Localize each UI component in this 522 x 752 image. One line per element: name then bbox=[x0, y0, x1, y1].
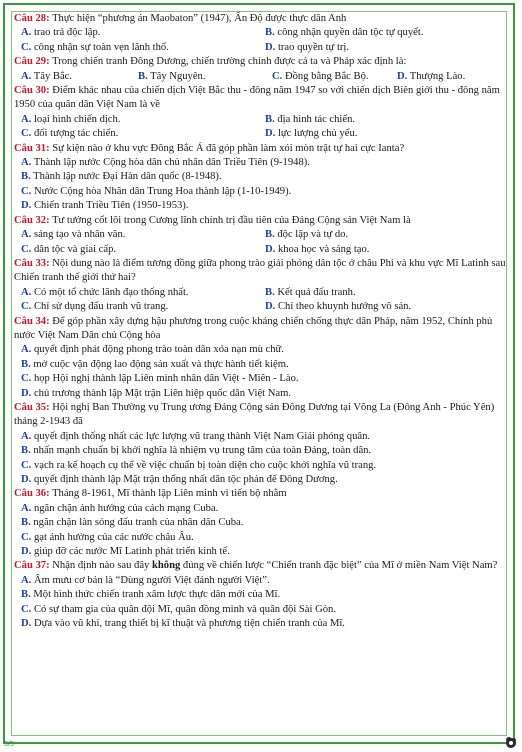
option-b: B. Tây Nguyên. bbox=[138, 70, 206, 82]
question-text: Nhận định nào sau đây bbox=[49, 560, 152, 572]
option-b: B. mở cuộc vận động lao động sản xuất và thực hành tiết kiệm. bbox=[21, 358, 289, 370]
option-b: B. độc lập và tự do. bbox=[265, 229, 349, 241]
question-text: Thực hiện “phương án Maobaton” (1947), Ấn Độ được thực dân Anh bbox=[49, 13, 347, 24]
question-text: Tháng 8-1961, Mĩ thành lập Liên minh vì tiến bộ nhằm bbox=[49, 488, 287, 500]
question-28 bbox=[14, 12, 508, 55]
question-31 bbox=[14, 142, 508, 214]
question-sheet bbox=[14, 12, 508, 631]
option-d: D. lực lượng chủ yếu. bbox=[265, 128, 358, 140]
option-d: D. Chiến tranh Triều Tiên (1950-1953). bbox=[21, 200, 189, 212]
option-b: B. Một hình thức chiến tranh xâm lược thực dân mới của Mĩ. bbox=[21, 589, 281, 601]
option-a: A. Thành lập nước Cộng hòa dân chủ nhân dân Triều Tiên (9-1948). bbox=[21, 157, 310, 169]
cloud-logo-icon-svg bbox=[504, 735, 518, 749]
question-number: Câu 36: bbox=[14, 488, 50, 500]
question-35 bbox=[14, 401, 508, 487]
option-c: C. Chỉ sử dụng đấu tranh vũ trang. bbox=[21, 301, 169, 313]
question-text: Nội dung nào là điểm tương đồng giữa phong trào giải phóng dân tộc ở châu Phi và khu vực Mĩ Latinh sau Chiến tranh thế giới thứ hai? bbox=[14, 257, 506, 284]
option-c: C. Đồng bằng Bắc Bộ. bbox=[272, 70, 369, 82]
option-a: A. Âm mưu cơ bản là “Dùng người Việt đánh người Việt”. bbox=[21, 574, 270, 586]
option-d: D. khoa học và sáng tạo. bbox=[265, 243, 370, 255]
option-c: C. Nước Cộng hòa Nhân dân Trung Hoa thành lập (1-10-1949). bbox=[21, 185, 292, 197]
option-a: A. Tây Bắc. bbox=[21, 70, 73, 82]
question-text: Trong chiến tranh Đông Dương, chiến trường chính được cả ta và Pháp xác định là: bbox=[49, 56, 407, 68]
question-32 bbox=[14, 214, 508, 257]
question-text-continued: đúng về chiến lược “Chiến tranh đặc biệt” của Mĩ ở miền Nam Việt Nam? bbox=[180, 560, 498, 572]
option-b: B. công nhận quyền dân tộc tự quyết. bbox=[265, 27, 424, 39]
question-29 bbox=[14, 55, 508, 84]
question-number: Câu 30: bbox=[14, 85, 50, 97]
option-a: A. quyết định phát động phong trào toàn dân xóa nạn mù chữ. bbox=[21, 344, 284, 356]
question-number: Câu 28: bbox=[14, 13, 50, 24]
question-number: Câu 34: bbox=[14, 315, 50, 327]
page-mark: 3/5 bbox=[4, 741, 14, 748]
option-d: D. Dựa vào vũ khí, trang thiết bị kĩ thuật và phương tiện chiến tranh của Mĩ. bbox=[21, 618, 345, 630]
question-text: Hội nghị Ban Thường vụ Trung ương Đảng Cộng sản Đông Dương tại Võng La (Đông Anh - Phúc Yên) tháng 2-1943 đã bbox=[14, 401, 495, 428]
question-30 bbox=[14, 84, 508, 142]
option-b: B. Kết quả đấu tranh. bbox=[265, 286, 356, 298]
question-number: Câu 37: bbox=[14, 560, 50, 572]
question-text: Tư tưởng cốt lõi trong Cương lĩnh chính trị đầu tiên của Đảng Cộng sản Việt Nam là bbox=[49, 214, 411, 226]
option-b: B. ngăn chặn làn sóng đấu tranh của nhân dân Cuba. bbox=[21, 517, 244, 529]
option-d: D. chủ trương thành lập Mặt trận Liên hiệp quốc dân Việt Nam. bbox=[21, 387, 292, 399]
option-a: A. trao trả độc lập. bbox=[21, 27, 101, 39]
question-emphasis: không bbox=[152, 560, 181, 572]
option-a: A. Có một tổ chức lãnh đạo thống nhất. bbox=[21, 286, 189, 298]
question-number: Câu 33: bbox=[14, 257, 50, 269]
option-b: B. Thành lập nước Đại Hàn dân quốc (8-1948). bbox=[21, 171, 222, 183]
question-number: Câu 32: bbox=[14, 214, 50, 226]
option-a: A. ngăn chặn ảnh hưởng của cách mạng Cuba. bbox=[21, 502, 219, 514]
option-c: C. vạch ra kế hoạch cụ thể về việc chuẩn bị toàn diện cho cuộc khởi nghĩa vũ trang. bbox=[21, 459, 377, 471]
option-d: D. Thượng Lào. bbox=[397, 70, 466, 82]
option-a: A. sáng tạo và nhân văn. bbox=[21, 229, 126, 241]
option-b: B. nhấn mạnh chuẩn bị khởi nghĩa là nhiệm vụ trung tâm của toàn Đảng, toàn dân. bbox=[21, 445, 372, 457]
question-36 bbox=[14, 487, 508, 559]
option-c: C. họp Hội nghị thành lập Liên minh nhân dân Việt - Miên - Lào. bbox=[21, 373, 299, 385]
option-d: D. giúp đỡ các nước Mĩ Latinh phát triển kinh tế. bbox=[21, 546, 230, 558]
question-text: Điểm khác nhau của chiến dịch Việt Bắc thu - đông năm 1947 so với chiến dịch Biên giới thu - đông năm 1950 của quân dân Việt Nam là về bbox=[14, 85, 500, 111]
option-d: D. quyết định thành lập Mặt trận thống nhất dân tộc phản đế Đông Dương. bbox=[21, 474, 338, 485]
question-number: Câu 35: bbox=[14, 401, 50, 413]
option-d: D. Chỉ theo khuynh hướng vô sản. bbox=[265, 301, 412, 313]
question-34 bbox=[14, 315, 508, 401]
question-number: Câu 31: bbox=[14, 142, 50, 154]
option-d: D. trao quyền tự trị. bbox=[265, 41, 350, 53]
question-37 bbox=[14, 559, 508, 631]
option-c: C. gạt ảnh hưởng của các nước châu Âu. bbox=[21, 531, 194, 543]
question-33 bbox=[14, 257, 508, 315]
option-c: C. Có sự tham gia của quân đội Mĩ, quân đồng minh và quân đội Sài Gòn. bbox=[21, 603, 336, 615]
option-b: B. địa hình tác chiến. bbox=[265, 113, 356, 125]
question-text: Để góp phần xây dựng hậu phương trong cuộc kháng chiến chống thực dân Pháp, năm 1952, Chính phủ nước Việt Nam Dân chủ Cộng hòa bbox=[14, 315, 493, 341]
question-text: Sự kiện nào ở khu vực Đông Bắc Á đã góp phần làm xói mòn trật tự hai cực Ianta? bbox=[49, 142, 405, 154]
option-a: A. quyết định thống nhất các lực lượng vũ trang thành Việt Nam Giải phóng quân. bbox=[21, 430, 371, 442]
question-number: Câu 29: bbox=[14, 56, 50, 68]
option-c: C. công nhận sự toàn vẹn lãnh thổ. bbox=[21, 41, 169, 53]
option-a: A. loại hình chiến dịch. bbox=[21, 113, 121, 125]
option-c: C. đối tượng tác chiến. bbox=[21, 128, 119, 140]
cloud-logo-icon bbox=[504, 735, 518, 749]
option-c: C. dân tộc và giai cấp. bbox=[21, 243, 117, 255]
